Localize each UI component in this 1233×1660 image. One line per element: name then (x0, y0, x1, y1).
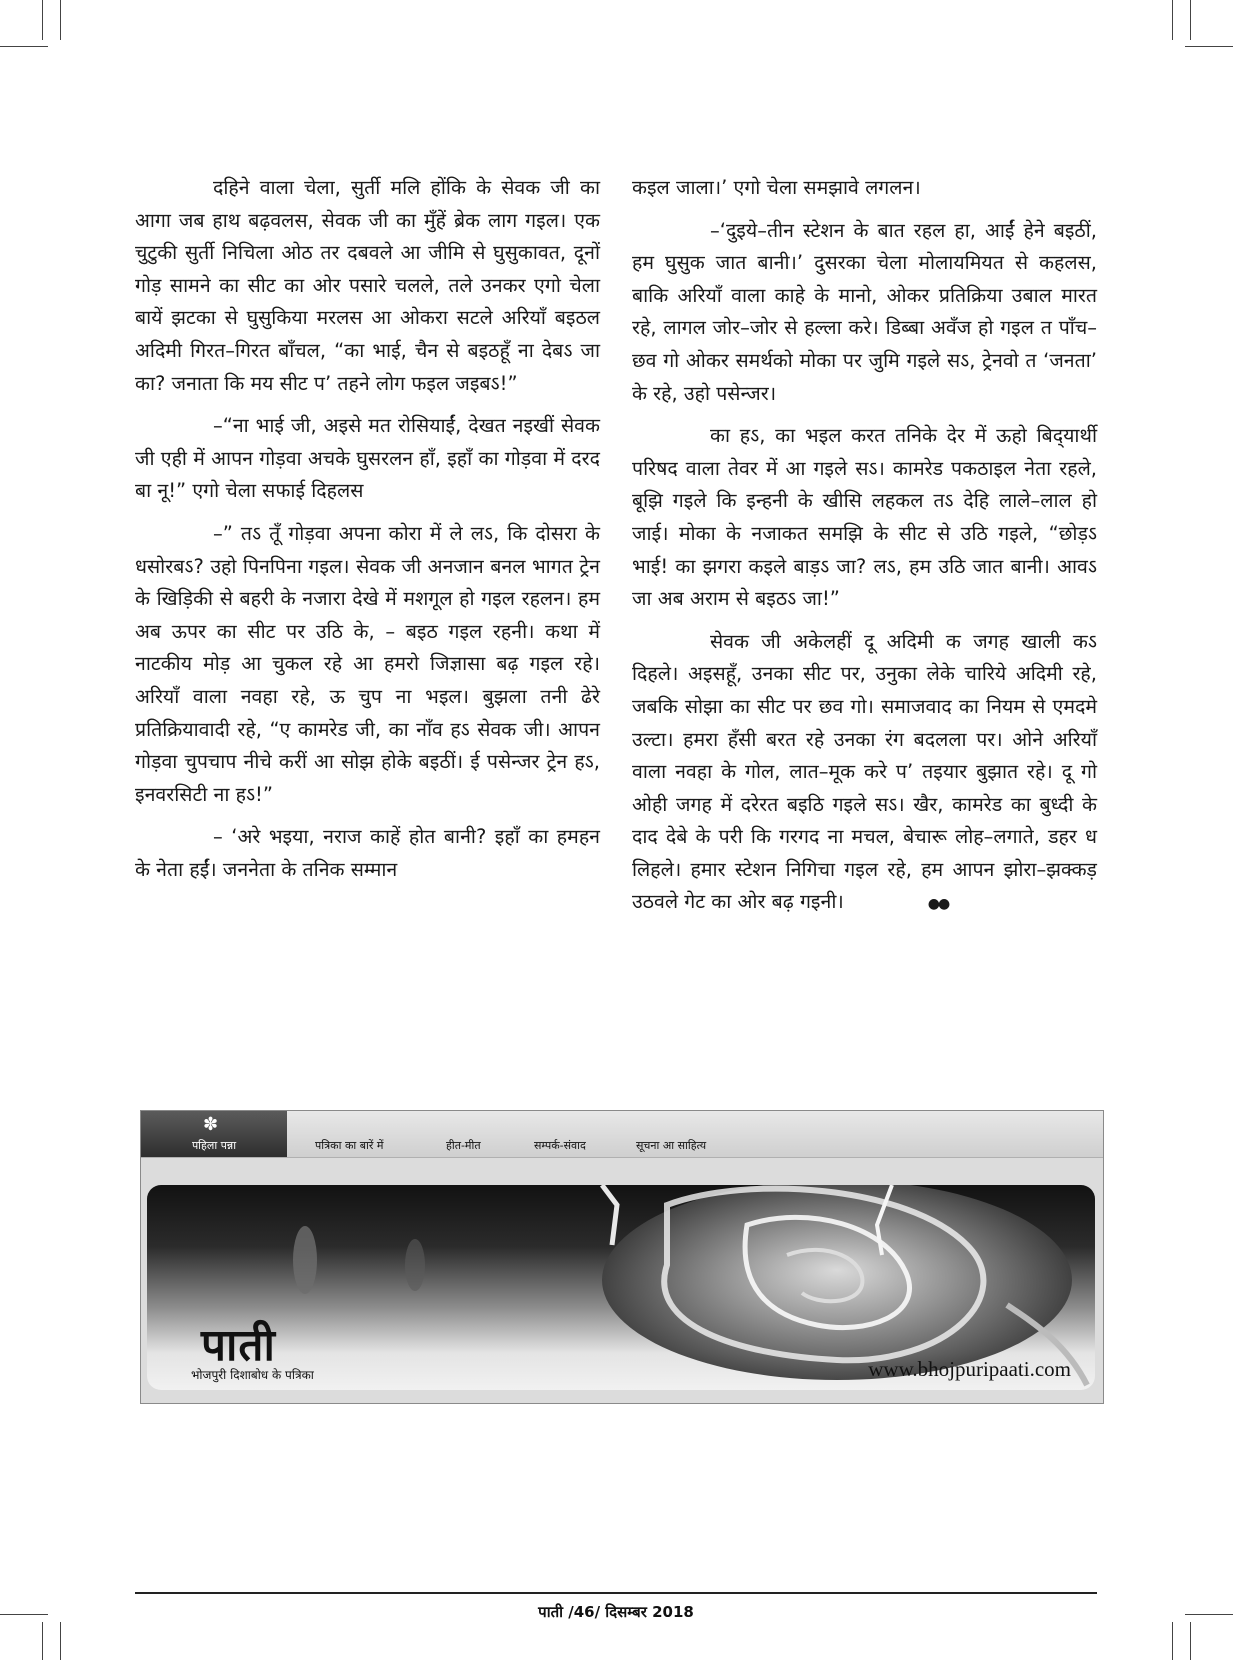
article-paragraph: –“ना भाई जी, अइसे मत रोसियाईं, देखत नइखीं सेवक जी एही में आपन गोड़वा अचके घुसरलन हाँ, इहाँ का गोड़वा में दरद बा नू!” एगो चेला सफाई दिहलस (135, 414, 600, 503)
article-paragraph: दहिने वाला चेला, सुर्ती मलि होंकि के सेवक जी का आगा जब हाथ बढ़वलस, सेवक जी का मुँहें ब्रेक लाग गइल। एक चुटुकी सुर्ती निचिला ओठ तर दबवले आ जीमि से घुसुकावत, दूनों गोड़ सामने का सीट का ओर पसारे चलले, तले उनकर एगो चेला बायें झटका से घुसुकिया मरलस आ ओकरा सटले अरियाँ बइठल अदिमी गिरत–गिरत बाँचल, “का भाई, चैन से बइठहूँ ना देबऽ जा का? जनाता कि मय सीट प’ तहने लोग फइल जइबऽ!” (135, 176, 600, 395)
article-paragraph: कइल जाला।’ एगो चेला समझावे लगलन। (632, 176, 921, 199)
crop-mark (1172, 1622, 1173, 1660)
crop-mark (1190, 0, 1191, 40)
banner-nav-bar (141, 1111, 1103, 1158)
crop-mark (1172, 0, 1173, 40)
banner-tagline: भोजपुरी दिशाबोध के पत्रिका (191, 1368, 314, 1382)
article-column-right (632, 172, 1097, 931)
nav-home-label: पहिला पन्ना (191, 1139, 237, 1152)
flower-icon: ✽ (203, 1114, 219, 1135)
end-mark: ●● (927, 896, 949, 913)
crop-mark (60, 0, 61, 40)
crop-mark (42, 0, 43, 40)
crop-mark (0, 46, 48, 47)
footer-rule (135, 1592, 1097, 1594)
article-paragraph: –‘दुइये–तीन स्टेशन के बात रहल हा, आईं हेने बइठीं, हम घुसुक जात बानी।’ दुसरका चेला मोलायमियत से कहलस, बाकि अरियाँ वाला काहे के मानो, ओकर प्रतिक्रिया उबाल मारत रहे, लागल जोर–जोर से हल्ला करे। डिब्बा अवँज हो गइल त पाँच–छव गो ओकर समर्थको मोका पर जुमि गइले सऽ, ट्रेनवो त ‘जनता’ के रहे, उहो पसेन्जर। (632, 218, 1097, 405)
article-paragraph: का हऽ, का भइल करत तनिके देर में ऊहो बिद्‌यार्थी परिषद वाला तेवर में आ गइले सऽ। कामरेड पकठाइल नेता रहले, बूझि गइले कि इन्हनी के खीसि लहकल तऽ देहि लाले–लाल हो जाई। मोका के नजाकत समझि के सीट से उठि गइले, “छोड़ऽ भाई! का झगरा कइले बाड़ऽ जा? लऽ, हम उठि जात बानी। आवऽ जा अब अराम से बइठऽ जा!” (632, 424, 1097, 611)
article-paragraph-last (632, 626, 1097, 921)
nav-item-contact[interactable]: सम्पर्क-संवाद (534, 1139, 586, 1152)
crop-mark (1185, 1614, 1233, 1615)
website-banner (140, 1110, 1104, 1404)
banner-url[interactable]: www.bhojpuripaati.com (868, 1357, 1071, 1381)
article-paragraph: – ‘अरे भइया, नराज काहें होत बानी? इहाँ का हमहन के नेता हईं। जननेता के तनिक सम्मान (135, 825, 600, 881)
article-column-left (135, 172, 600, 896)
nav-item-friends[interactable]: हीत-मीत (446, 1139, 481, 1152)
article-paragraph: –” तऽ तूँ गोड़वा अपना कोरा में ले लऽ, कि दोसरा के धसोरबऽ? उहो पिनपिना गइल। सेवक जी अनजान बनल भागत ट्रेन के खिड़िकी से बहरी के नजारा देखे में मशगूल हो गइल रहलन। हम अब ऊपर का सीट पर उठि के, – बइठ गइल रहनी। कथा में नाटकीय मोड़ आ चुकल रहे आ हमरो जिज्ञासा बढ़ गइल रहे। अरियाँ वाला नवहा रहे, ऊ चुप ना भइल। बुझला तनी ढेरे प्रतिक्रियावादी रहे, “ए कामरेड जी, का नाँव हऽ सेवक जी। आपन गोड़वा चुपचाप नीचे करीं आ सोझ होके बइठीं। ई पसेन्जर ट्रेन हऽ, इनवरसिटी ना हऽ!” (135, 521, 600, 806)
crop-mark (1190, 1622, 1191, 1660)
crop-mark (60, 1622, 61, 1660)
banner-hero-image (147, 1185, 1095, 1390)
crop-mark (42, 1622, 43, 1660)
page-footer: पाती /46/ दिसम्बर 2018 (538, 1603, 694, 1621)
nav-home-tab[interactable] (141, 1111, 287, 1157)
article-paragraph-text: सेवक जी अकेलहीं दू अदिमी क जगह खाली कऽ दिहले। अइसहूँ, उनका सीट पर, उनुका लेके चारिये अदिमी रहे, जबकि सोझा का सीट पर छव गो। समाजवाद का नियम से एमदमे उल्टा। हमरा हँसी बरत रहे उनका रंग बदलला पर। ओने अरियाँ वाला नवहा के गोल, लात–मूक करे प’ तइयार बुझात रहे। दू गो ओही जगह में दरेरत बइठि गइले सऽ। खैर, कामरेड का बुध्दी के दाद देबे के परी कि गरगद ना मचल, बेचारू लोह–लगाते, डहर ध लिहले। हमार स्टेशन निगिचा गइल रहे, हम आपन झोरा–झक्कड़ उठवले गेट का ओर बढ़ गइनी। (632, 629, 1097, 914)
banner-title: पाती (201, 1320, 276, 1371)
crop-mark (0, 1614, 48, 1615)
rose-illustration (602, 1185, 1087, 1385)
nav-item-about[interactable]: पत्रिका का बारें में (315, 1139, 384, 1152)
crop-mark (1185, 46, 1233, 47)
nav-item-news[interactable]: सूचना आ साहित्य (636, 1139, 707, 1152)
